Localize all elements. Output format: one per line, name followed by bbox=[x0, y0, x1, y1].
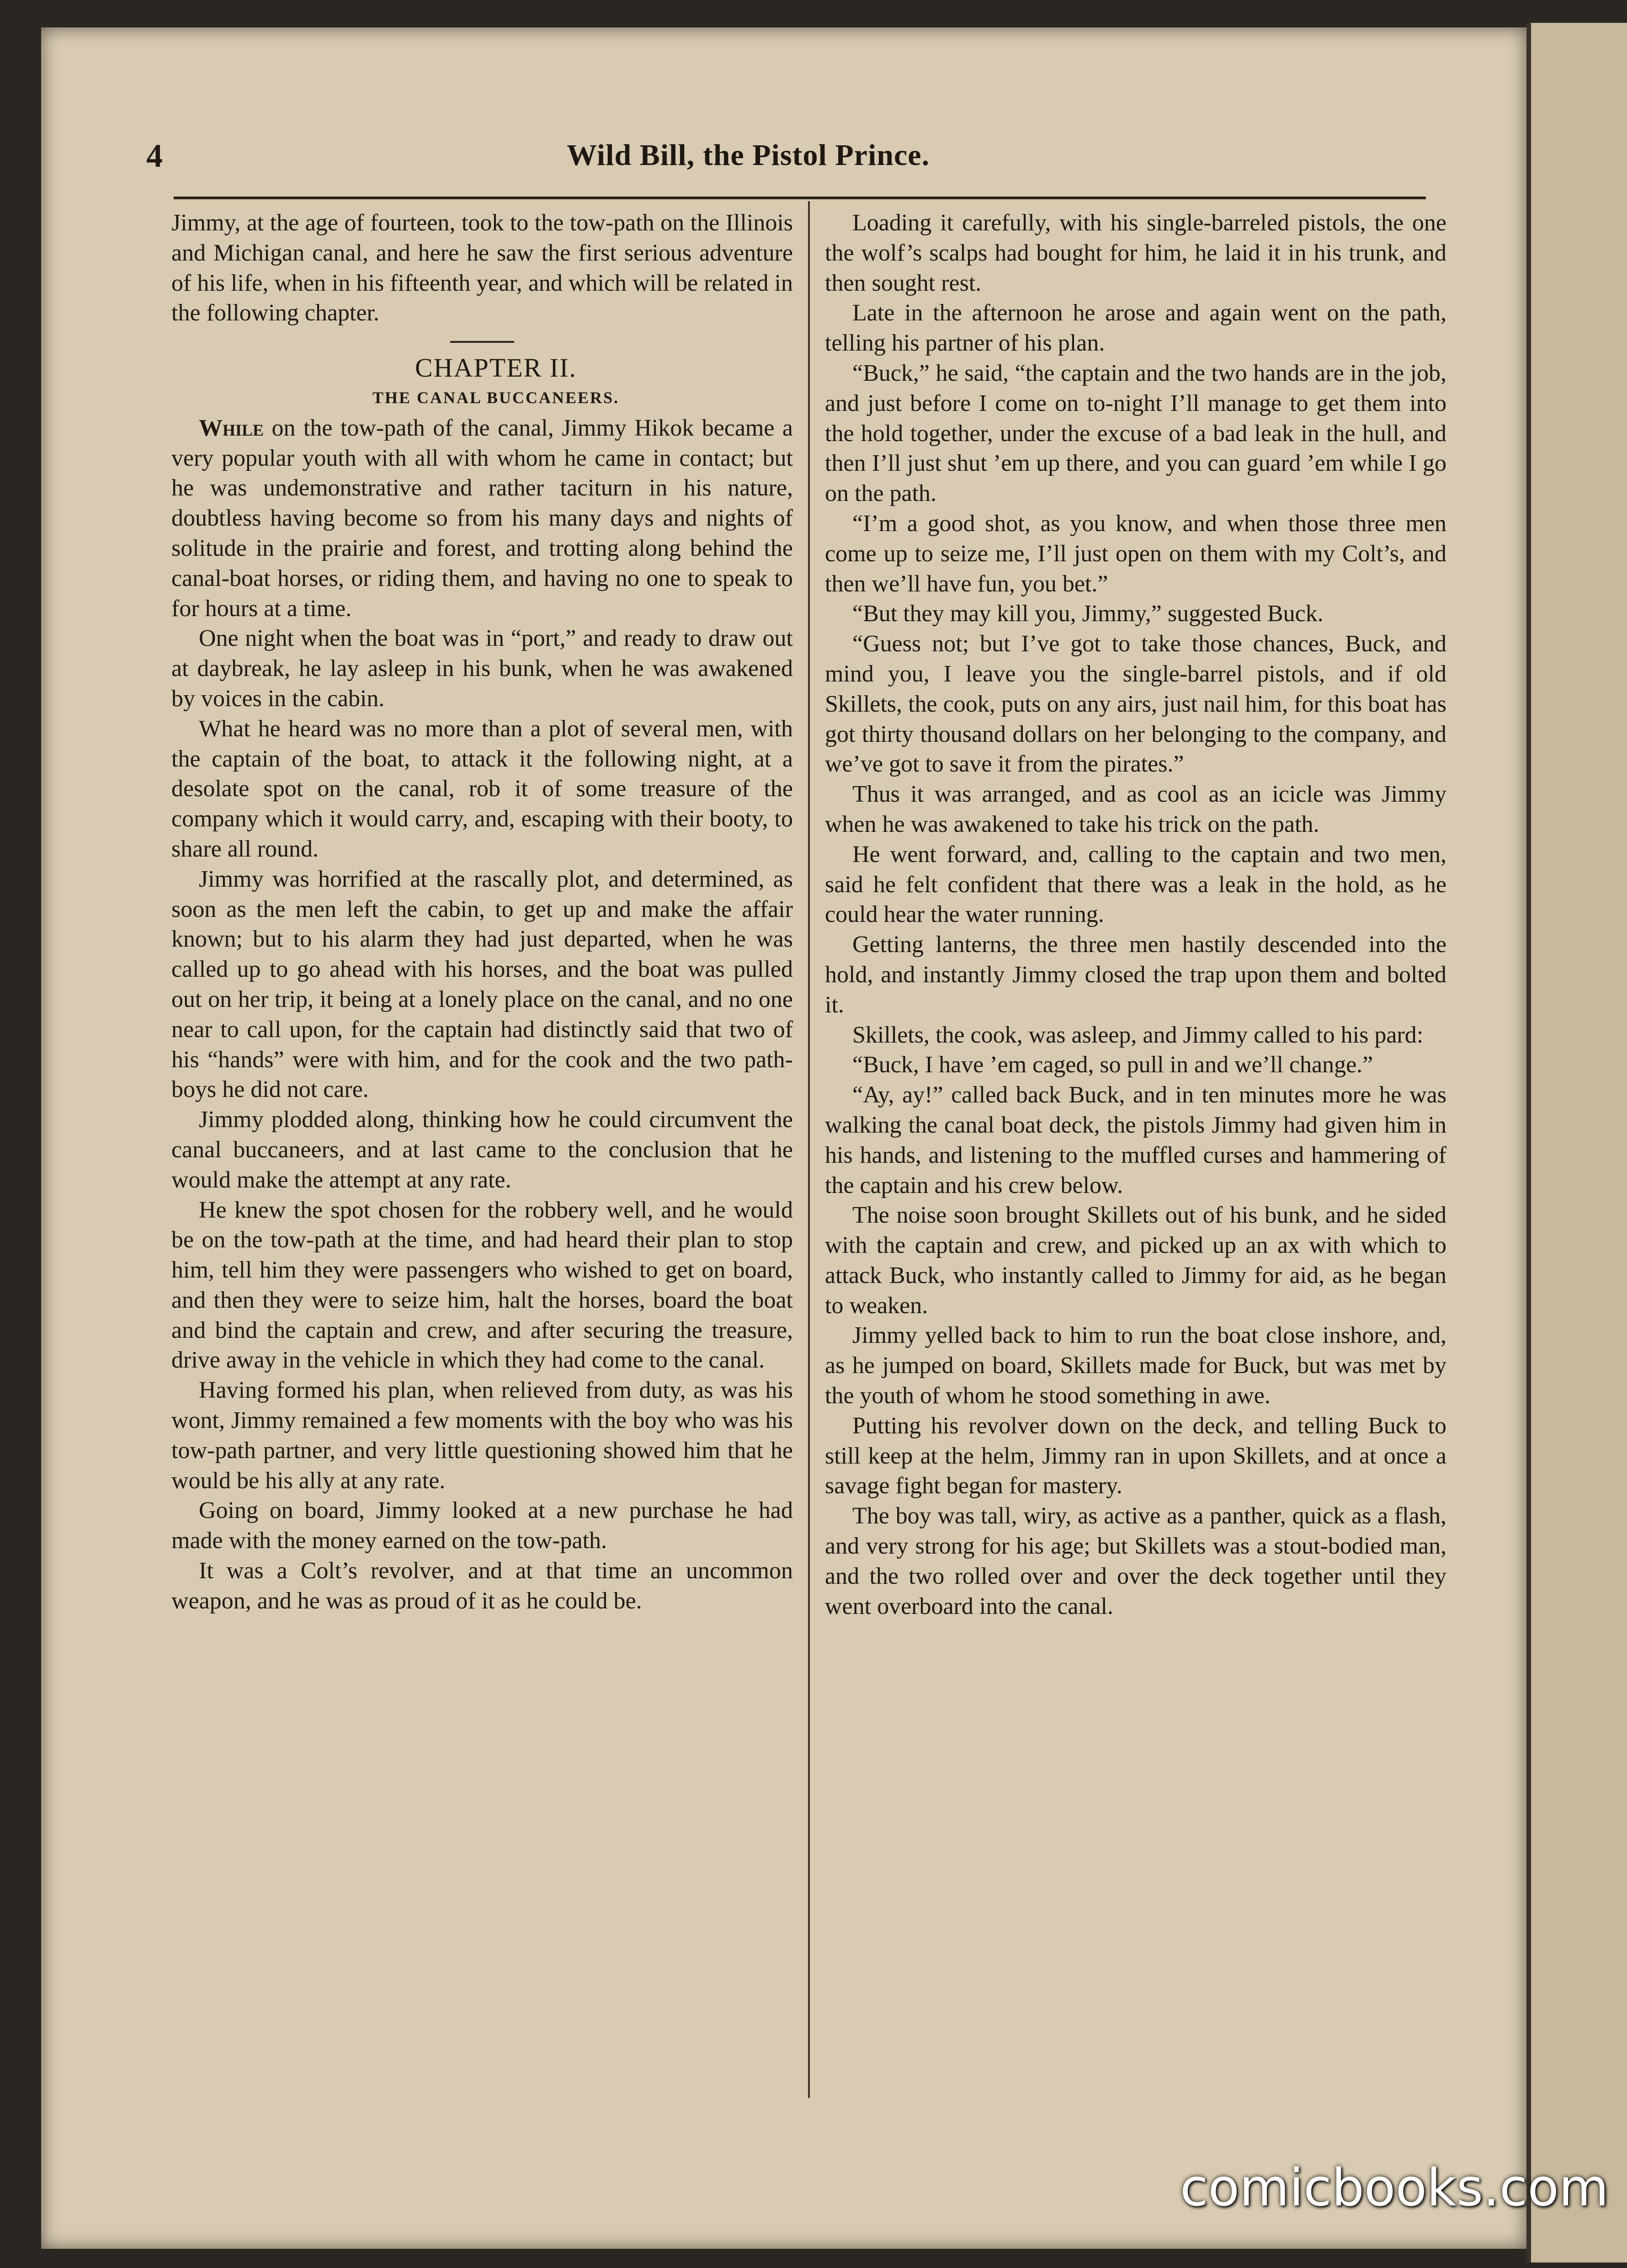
paragraph-text: on the tow-path of the canal, Jimmy Hikok became a very popular youth with all with whom he came in contact; but he was undemonstrative and rather taciturn in his nature, doubtless having become so from his many days and nights of solitude in the prairie and forest, and trotting along behind the canal-boat horses, or riding them, and having no one to speak to for hours at a time. bbox=[171, 415, 793, 622]
paragraph: Putting his revolver down on the deck, and telling Buck to still keep at the helm, Jimmy ran in upon Skillets, and at once a savage fight began for mastery. bbox=[825, 1412, 1446, 1499]
page-header bbox=[146, 137, 1426, 192]
adjacent-page-edge bbox=[1526, 23, 1627, 2263]
paragraph: What he heard was no more than a plot of several men, with the captain of the boat, to attack it the following night, at a desolate spot on the canal, rob it of some treasure of the company which it would carry, and, escaping with their booty, to share all round. bbox=[171, 715, 793, 862]
paragraph: Having formed his plan, when relieved from duty, as was his wont, Jimmy remained a few moments with the boy who was his tow-path partner, and very little questioning showed him that he would be his ally at any rate. bbox=[171, 1377, 793, 1494]
paragraph: “I’m a good shot, as you know, and when those three men come up to seize me, I’ll just open on them with my Colt’s, and then we’ll have fun, you bet.” bbox=[825, 510, 1446, 597]
paragraph: “But they may kill you, Jimmy,” suggested Buck. bbox=[852, 601, 1324, 627]
left-column bbox=[171, 208, 793, 1616]
header-rule bbox=[174, 197, 1426, 199]
paragraph: The boy was tall, wiry, as active as a panther, quick as a flash, and very strong for his age; but Skillets was a stout-bodied man, and the two rolled over and over the deck together until they went overboard into the canal. bbox=[825, 1503, 1446, 1619]
chapter-title: CHAPTER II. bbox=[415, 353, 577, 383]
paragraph: “Buck, I have ’em caged, so pull in and we’ll change.” bbox=[852, 1052, 1373, 1078]
paragraph: Jimmy, at the age of fourteen, took to the tow-path on the Illinois and Michigan canal, and here he saw the first serious adventure of his life, when in his fifteenth year, and which will be related in the following chapter. bbox=[171, 210, 793, 326]
paragraph: One night when the boat was in “port,” and ready to draw out at daybreak, he lay asleep in his bunk, when he was awakened by voices in the cabin. bbox=[171, 625, 793, 712]
paragraph bbox=[171, 413, 793, 624]
paragraph: “Guess not; but I’ve got to take those chances, Buck, and mind you, I leave you the single-barrel pistols, and if old Skillets, the cook, puts on any airs, just nail him, for this boat has got thirty thousand dollars on her belonging to the company, and we’ve got to save it from the pirates.” bbox=[825, 631, 1446, 777]
column-divider bbox=[808, 201, 810, 2098]
site-watermark: comicbooks.com bbox=[1180, 2158, 1609, 2218]
paragraph: Thus it was arranged, and as cool as an icicle was Jimmy when he was awakened to take his trick on the path. bbox=[825, 781, 1446, 837]
paragraph: Skillets, the cook, was asleep, and Jimmy called to his pard: bbox=[852, 1022, 1424, 1048]
paragraph: Late in the afternoon he arose and again went on the path, telling his partner of his plan. bbox=[825, 300, 1446, 357]
paragraph: Loading it carefully, with his single-barreled pistols, the one the wolf’s scalps had bought for him, he laid it in his trunk, and then sought rest. bbox=[825, 210, 1446, 296]
paragraph: The noise soon brought Skillets out of his bunk, and he sided with the captain and crew, and picked up an ax with which to attack Buck, who instantly called to Jimmy for aid, as he began to weaken. bbox=[825, 1202, 1446, 1319]
chapter-separator bbox=[450, 341, 514, 343]
paragraph: It was a Colt’s revolver, and at that time an uncommon weapon, and he was as proud of it as he could be. bbox=[171, 1558, 793, 1614]
paragraph: Jimmy was horrified at the rascally plot, and determined, as soon as the men left the cabin, to get up and make the affair known; but to his alarm they had just departed, when he was called up to go ahead with his horses, and the boat was pulled out on her trip, it being at a lonely place on the canal, and no one near to call upon, for the captain had distinctly said that two of his “hands” were with him, and for the cook and the two path-boys he did not care. bbox=[171, 866, 793, 1103]
right-column bbox=[825, 208, 1446, 1621]
paragraph: “Ay, ay!” called back Buck, and in ten minutes more he was walking the canal boat deck, the pistols Jimmy had given him in his hands, and listening to the muffled curses and hammering of the captain and his crew below. bbox=[825, 1082, 1446, 1198]
chapter-subtitle: THE CANAL BUCCANEERS. bbox=[372, 388, 620, 407]
paragraph: Going on board, Jimmy looked at a new purchase he had made with the money earned on the tow-path. bbox=[171, 1497, 793, 1554]
running-title: Wild Bill, the Pistol Prince. bbox=[567, 138, 930, 172]
chapter-lead-word: While bbox=[199, 415, 264, 441]
paragraph: Jimmy plodded along, thinking how he could circumvent the canal buccaneers, and at last came to the conclusion that he would make the attempt at any rate. bbox=[171, 1107, 793, 1193]
paragraph: He knew the spot chosen for the robbery well, and he would be on the tow-path at the time, and had heard their plan to stop him, tell him they were passengers who wished to get on board, and then they were to seize him, halt the horses, board the boat and bind the captain and crew, and after securing the treasure, drive away in the vehicle in which they had come to the canal. bbox=[171, 1197, 793, 1374]
paragraph: “Buck,” he said, “the captain and the two hands are in the job, and just before I come on to-night I’ll manage to get them into the hold together, under the excuse of a bad leak in the hull, and then I’ll just shut ’em up there, and you can guard ’em while I go on the path. bbox=[825, 360, 1446, 507]
paragraph: Getting lanterns, the three men hastily descended into the hold, and instantly Jimmy closed the trap upon them and bolted it. bbox=[825, 932, 1446, 1018]
paragraph: Jimmy yelled back to him to run the boat close inshore, and, as he jumped on board, Skillets made for Buck, but was met by the youth of whom he stood something in awe. bbox=[825, 1322, 1446, 1409]
paragraph: He went forward, and, calling to the captain and two men, said he felt confident that there was a leak in the hold, as he could hear the water running. bbox=[825, 841, 1446, 928]
page-number: 4 bbox=[146, 138, 163, 174]
